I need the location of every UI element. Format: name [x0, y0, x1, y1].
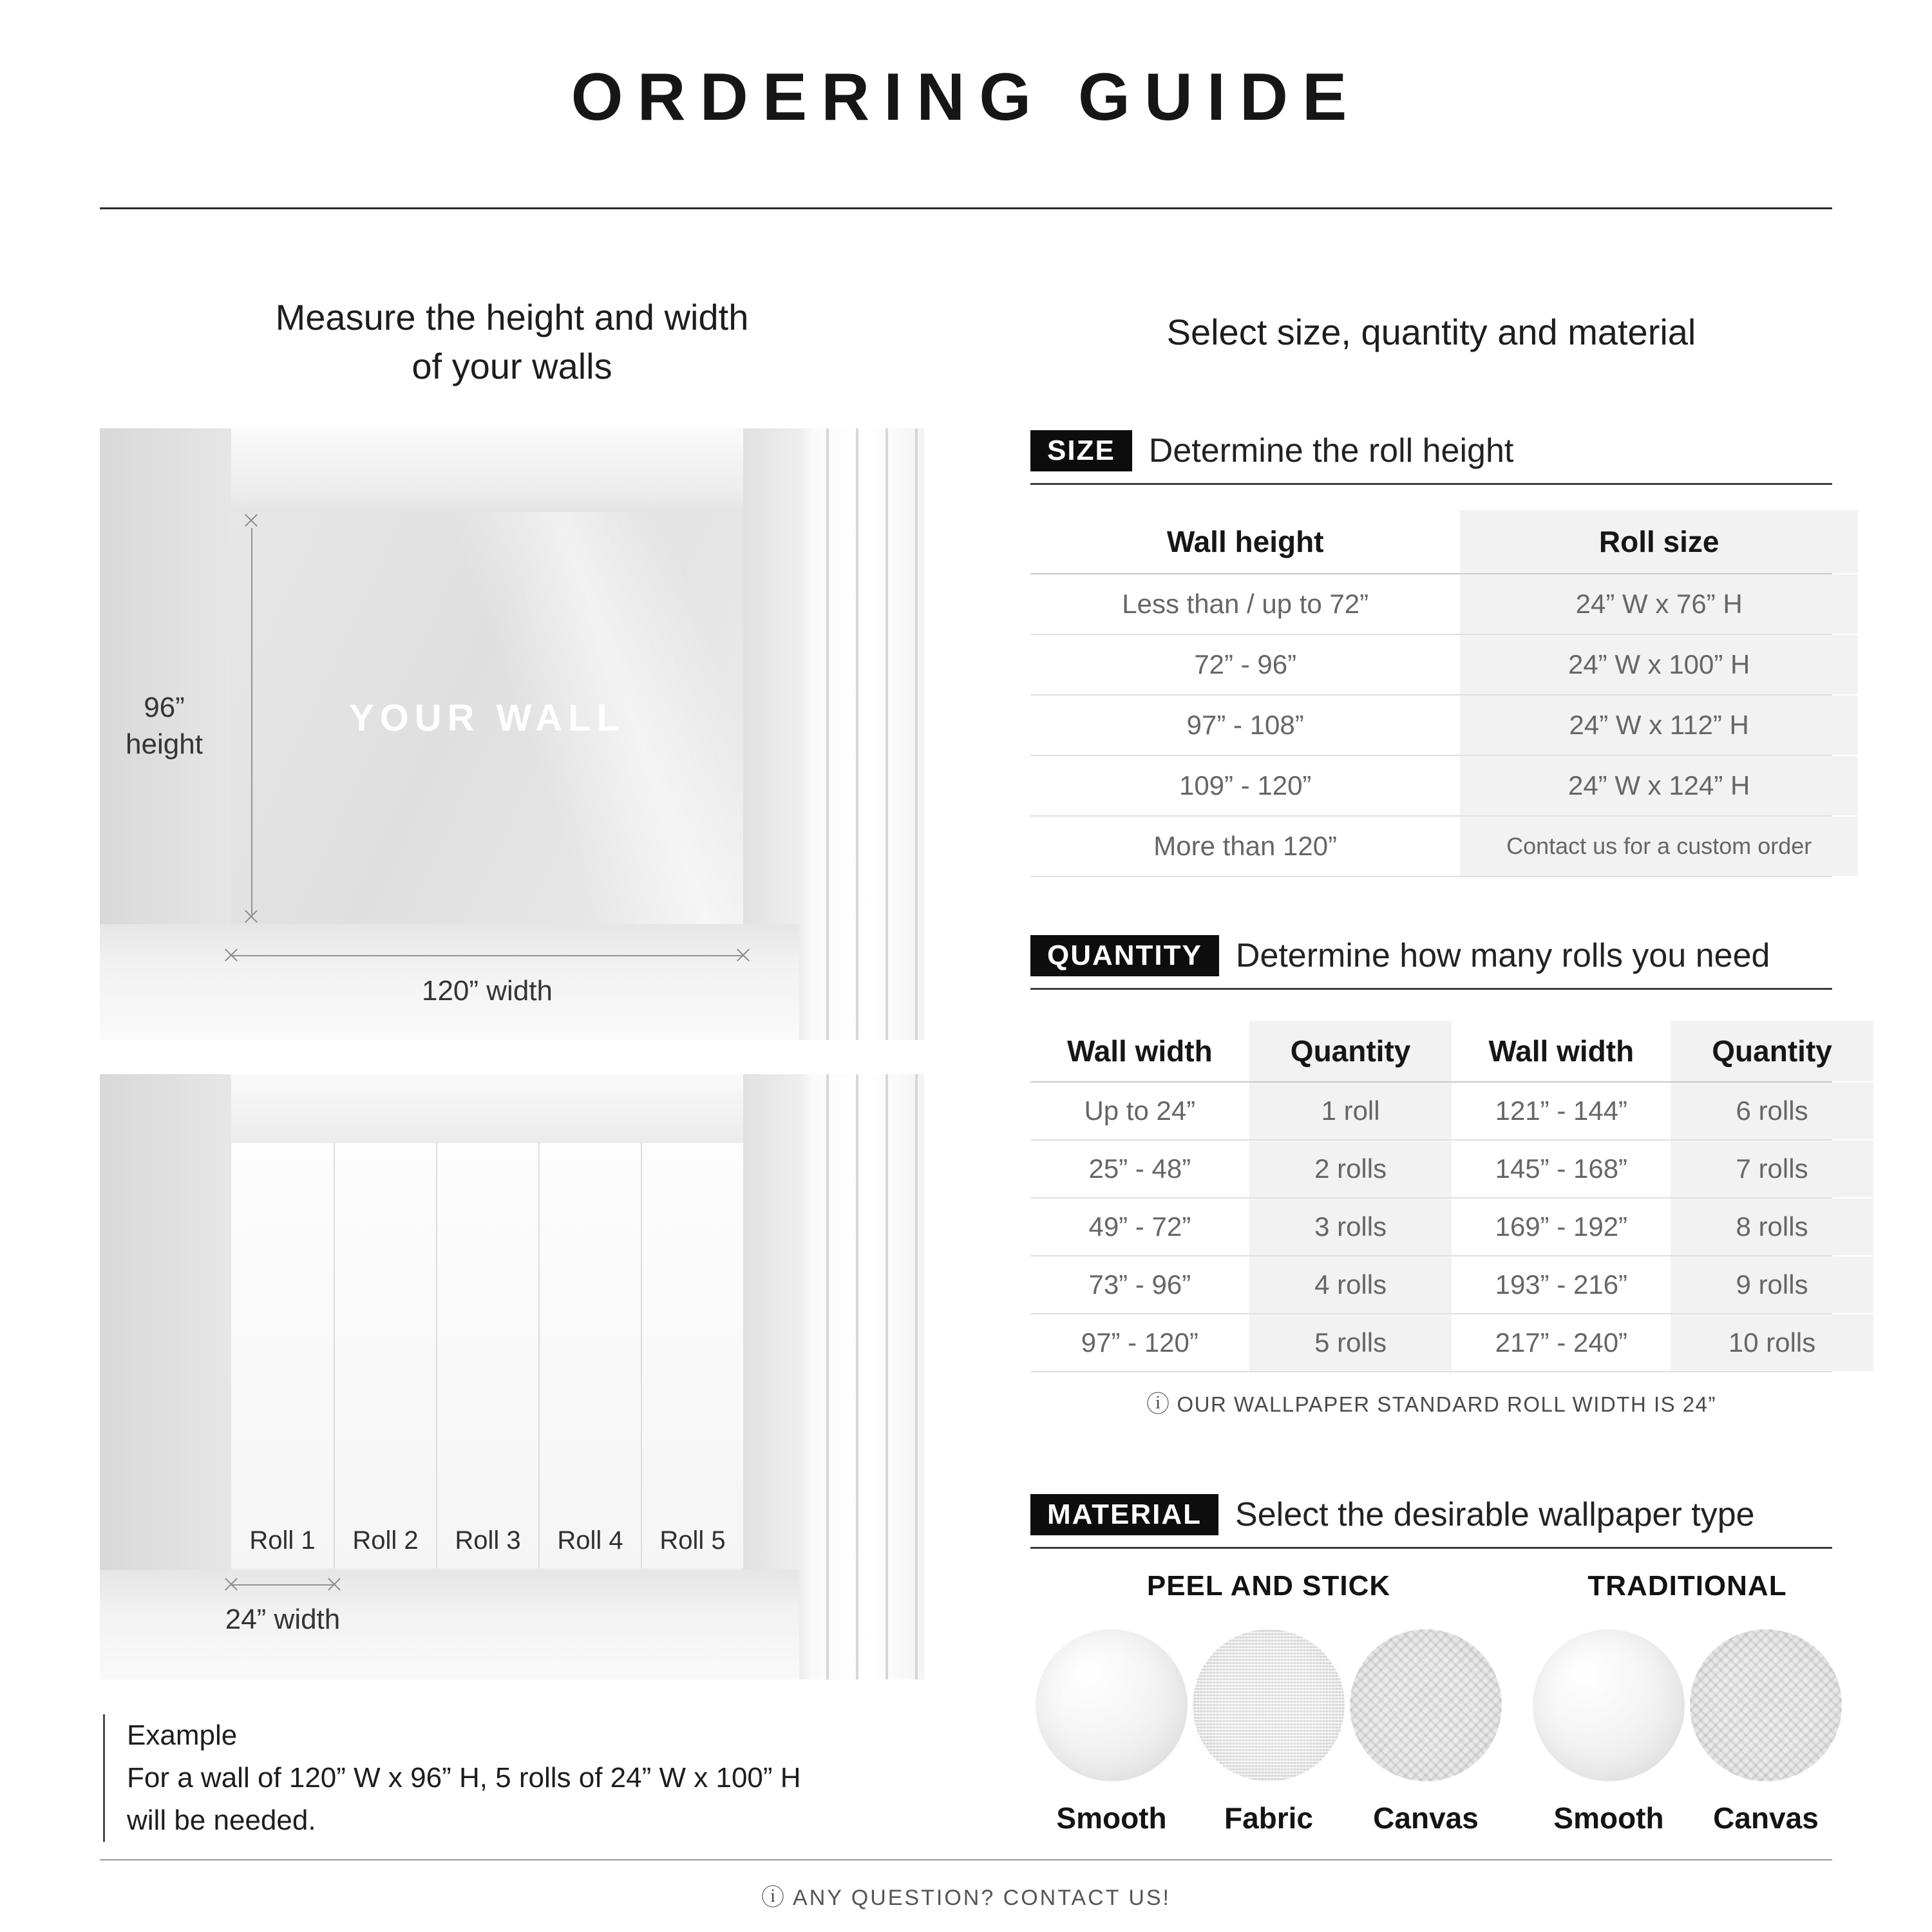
right-column-heading: Select size, quantity and material — [1166, 312, 1696, 352]
width-measure-line — [231, 955, 743, 956]
example-title: Example — [127, 1719, 238, 1751]
quantity-table-row: Up to 24” 1 roll 121” - 144” 6 rolls — [1030, 1083, 1832, 1141]
material-options — [1030, 1570, 1832, 1835]
height-measure-line — [251, 528, 252, 914]
material-swatch-smooth: Smooth — [1036, 1629, 1188, 1835]
roll-panel — [436, 1143, 538, 1568]
quantity-table — [1030, 1021, 1832, 1372]
fabric-texture-icon — [1193, 1629, 1345, 1781]
size-col-roll-size: Roll size — [1460, 510, 1858, 573]
material-group-name: TRADITIONAL — [1587, 1570, 1787, 1602]
room-illustration-rolls — [100, 1074, 924, 1680]
roll-label: Roll 5 — [659, 1526, 726, 1555]
left-heading-line1: Measure the height and width — [275, 297, 749, 337]
material-group-name: PEEL AND STICK — [1146, 1570, 1391, 1602]
quantity-subtitle: Determine how many rolls you need — [1235, 937, 1770, 974]
size-table — [1030, 510, 1832, 877]
material-badge: MATERIAL — [1030, 1494, 1218, 1535]
material-subtitle: Select the desirable wallpaper type — [1235, 1496, 1755, 1533]
page-title: ORDERING GUIDE — [571, 60, 1361, 135]
size-table-header — [1030, 510, 1832, 574]
top-divider — [100, 207, 1832, 209]
material-swatch-canvas: Canvas — [1350, 1629, 1502, 1835]
measure-tick-right — [735, 947, 752, 963]
material-swatch-smooth: Smooth — [1533, 1629, 1685, 1835]
quantity-table-row: 97” - 120” 5 rolls 217” - 240” 10 rolls — [1030, 1314, 1832, 1372]
quantity-table-row: 73” - 96” 4 rolls 193” - 216” 9 rolls — [1030, 1256, 1832, 1314]
canvas-texture-icon — [1690, 1629, 1842, 1781]
roll-panel — [538, 1143, 641, 1568]
left-heading-line2: of your walls — [412, 345, 612, 386]
size-table-row: 109” - 120” 24” W x 124” H — [1030, 756, 1832, 817]
material-swatch-fabric: Fabric — [1193, 1629, 1345, 1835]
size-badge: SIZE — [1030, 430, 1132, 471]
left-column-heading — [100, 293, 924, 390]
quantity-table-header: Wall width Quantity Wall width Quantity — [1030, 1021, 1832, 1083]
height-dimension-label: 96” height — [126, 692, 203, 761]
room-pillar — [743, 428, 799, 924]
roll-width-dimension-label: 24” width — [225, 1604, 341, 1635]
measure-tick-left — [223, 947, 240, 963]
quantity-badge: QUANTITY — [1030, 935, 1219, 976]
quantity-table-row: 25” - 48” 2 rolls 145” - 168” 7 rolls — [1030, 1141, 1832, 1198]
room-side-wall — [100, 1074, 231, 1570]
roll-label: Roll 2 — [352, 1526, 419, 1555]
material-swatch-canvas: Canvas — [1690, 1629, 1842, 1835]
measure-tick-bottom — [243, 908, 260, 925]
your-wall-label: YOUR WALL — [349, 697, 625, 739]
example-note — [103, 1714, 951, 1842]
room-side-wall — [100, 428, 231, 924]
size-section-header — [1030, 430, 1832, 485]
roll-panel — [334, 1143, 436, 1568]
material-section-header — [1030, 1494, 1832, 1549]
smooth-texture-icon — [1036, 1629, 1188, 1781]
example-line1: For a wall of 120” W x 96” H, 5 rolls of 24” W x 100” H — [127, 1762, 801, 1794]
size-table-row: Less than / up to 72” 24” W x 76” H — [1030, 574, 1832, 635]
material-group-peel-and-stick — [1030, 1570, 1507, 1835]
measure-tick-right — [326, 1576, 343, 1593]
measure-tick-left — [223, 1576, 240, 1593]
info-icon: ⓘ — [1146, 1390, 1171, 1417]
smooth-texture-icon — [1533, 1629, 1685, 1781]
quantity-section-header — [1030, 935, 1832, 990]
standard-roll-width-note: ⓘ OUR WALLPAPER STANDARD ROLL WIDTH IS 24” — [1146, 1390, 1716, 1417]
size-table-row: More than 120” Contact us for a custom order — [1030, 817, 1832, 877]
size-col-wall-height: Wall height — [1166, 525, 1324, 558]
size-table-row: 97” - 108” 24” W x 112” H — [1030, 696, 1832, 756]
roll-panel — [641, 1143, 743, 1568]
size-subtitle: Determine the roll height — [1148, 432, 1514, 469]
your-wall — [231, 512, 743, 924]
material-group-traditional — [1533, 1570, 1842, 1835]
room-window — [799, 428, 924, 1040]
width-dimension-label: 120” width — [421, 975, 553, 1007]
size-table-row: 72” - 96” 24” W x 100” H — [1030, 635, 1832, 696]
room-illustration-measure — [100, 428, 924, 1040]
bottom-divider — [100, 1859, 1832, 1861]
wallpaper-rolls — [231, 1143, 743, 1568]
room-pillar — [743, 1074, 799, 1570]
roll-panel — [231, 1143, 334, 1568]
roll-width-measure-line — [231, 1584, 334, 1586]
roll-label: Roll 1 — [249, 1526, 316, 1555]
footer-contact-note: ⓘ ANY QUESTION? CONTACT US! — [761, 1884, 1171, 1910]
roll-label: Roll 3 — [455, 1526, 521, 1555]
canvas-texture-icon — [1350, 1629, 1502, 1781]
room-window — [799, 1074, 924, 1680]
quantity-table-row: 49” - 72” 3 rolls 169” - 192” 8 rolls — [1030, 1198, 1832, 1256]
roll-label: Roll 4 — [557, 1526, 623, 1555]
info-icon: ⓘ — [761, 1884, 787, 1910]
example-line2: will be needed. — [127, 1804, 316, 1836]
measure-tick-top — [243, 512, 260, 529]
